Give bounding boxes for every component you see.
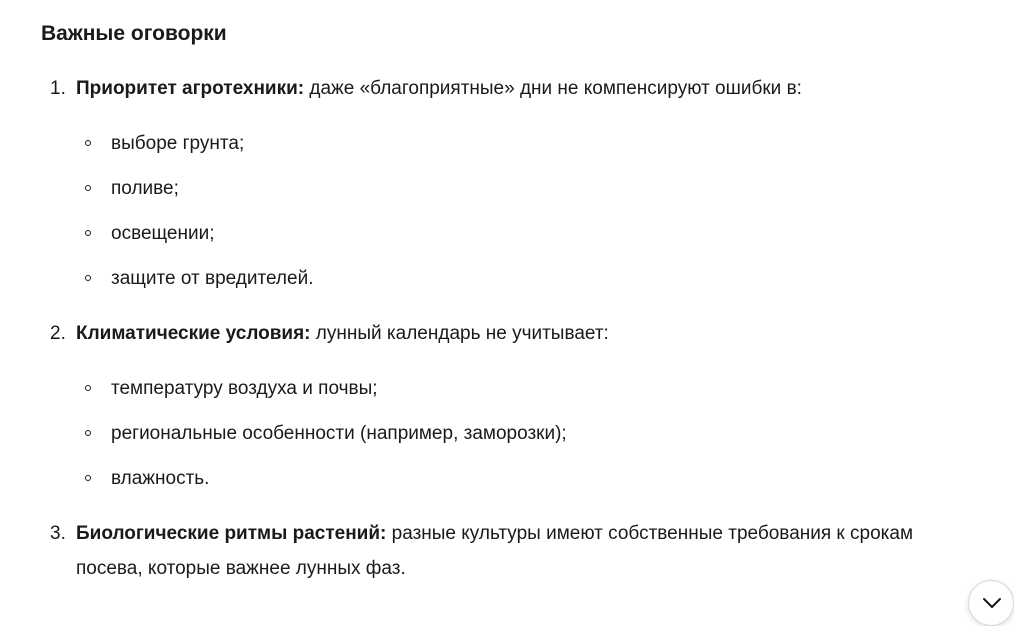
item-body [76, 316, 976, 351]
item-body [76, 516, 976, 586]
item-number: 1. [50, 78, 66, 99]
scroll-down-button[interactable] [968, 580, 1014, 626]
item-text: разные культуры имеют собственные требования к срокам посева, которые важнее лунных фаз. [76, 523, 914, 579]
list-item-text: температуру воздуха и почвы; [111, 378, 378, 399]
bullet-icon [85, 185, 91, 191]
item-title: Приоритет агротехники: [76, 78, 305, 99]
item-number: 2. [50, 323, 66, 344]
item-text: лунный календарь не учитывает: [310, 323, 609, 344]
bullet-icon [85, 475, 91, 481]
chevron-down-icon [982, 597, 1002, 609]
list-item-text: защите от вредителей. [111, 268, 314, 289]
list-item-text: влажность. [111, 468, 210, 489]
bullet-icon [85, 430, 91, 436]
item-title: Климатические условия: [76, 323, 311, 344]
list-item-text: освещении; [111, 223, 215, 244]
list-item-text: региональные особенности (например, заморозки); [111, 423, 567, 444]
bullet-icon [85, 275, 91, 281]
bullet-icon [85, 140, 91, 146]
item-title: Биологические ритмы растений: [76, 523, 387, 544]
list-item-text: поливе; [111, 178, 179, 199]
item-text: даже «благоприятные» дни не компенсируют ошибки в: [304, 78, 802, 99]
section-heading: Важные оговорки [41, 22, 227, 45]
bullet-icon [85, 230, 91, 236]
item-number: 3. [50, 523, 66, 544]
item-body [76, 71, 976, 106]
list-item-text: выборе грунта; [111, 133, 245, 154]
bullet-icon [85, 385, 91, 391]
